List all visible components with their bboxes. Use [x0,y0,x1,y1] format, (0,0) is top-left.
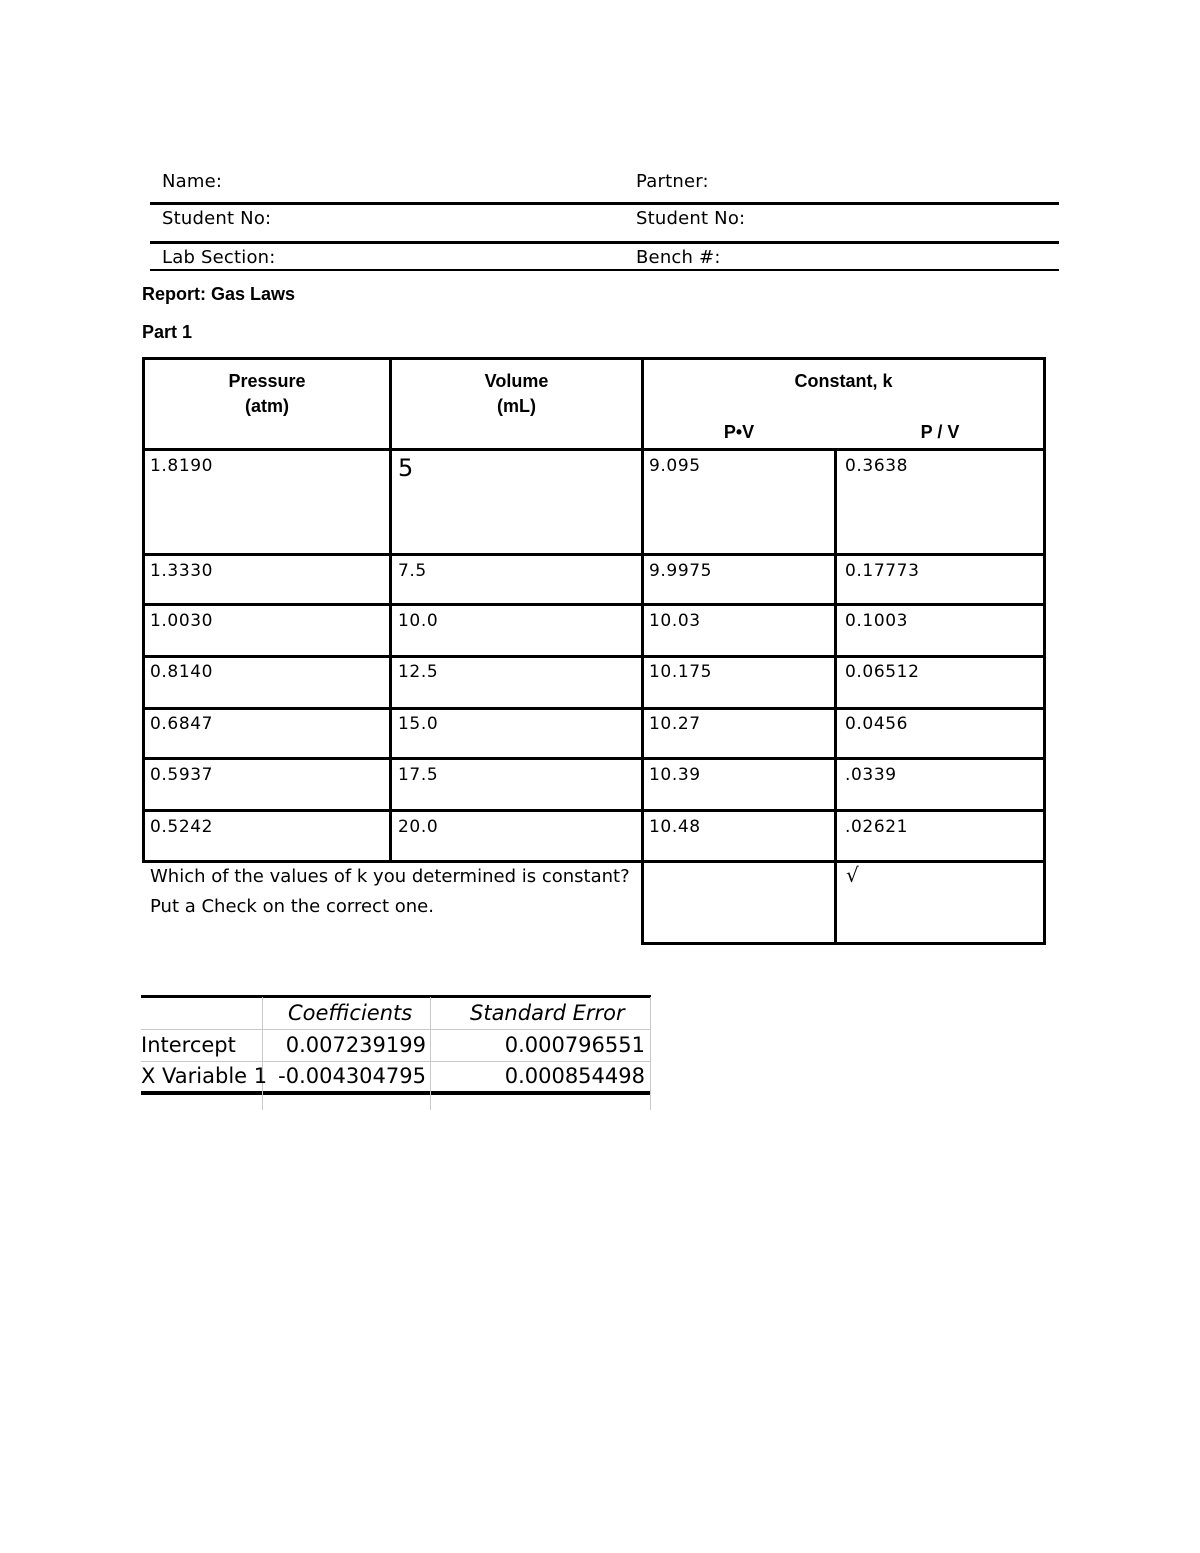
p-over-v-cell: 0.0456 [845,714,909,734]
table-border [389,357,392,863]
table-border [142,448,1046,451]
pressure-header [145,369,389,419]
constant-header: Constant, k [794,371,893,391]
volume-unit: (mL) [497,396,536,416]
p-over-v-cell: .02621 [845,817,909,837]
volume-header-label: Volume [484,371,549,391]
table-border [141,1091,651,1095]
name-label: Name: [162,171,223,192]
standard-error-cell: 0.000796551 [504,1033,645,1057]
bench-label: Bench #: [636,247,721,268]
pv-cell: 10.39 [649,765,701,785]
pressure-cell: 1.0030 [150,611,214,631]
table-border [142,357,1046,360]
volume-cell: 10.0 [398,611,439,631]
pressure-cell: 0.8140 [150,662,214,682]
table-border [142,707,1046,710]
table-border [142,757,1046,760]
table-border [834,448,837,945]
table-border [142,553,1046,556]
pressure-header-label: Pressure [228,371,306,391]
pressure-cell: 0.6847 [150,714,214,734]
coefficient-cell: -0.004304795 [278,1064,426,1088]
p-over-v-cell: 0.3638 [845,456,909,476]
report-title: Report: Gas Laws [142,284,296,304]
pv-cell: 9.095 [649,456,701,476]
p-over-v-cell: 0.17773 [845,561,920,581]
student-no-label: Student No: [162,208,272,229]
pv-cell: 10.27 [649,714,701,734]
standard-error-cell: 0.000854498 [504,1064,645,1088]
partner-student-no-label: Student No: [636,208,746,229]
volume-cell: 17.5 [398,765,439,785]
pressure-cell: 0.5242 [150,817,214,837]
table-border [142,603,1046,606]
p-over-v-check-mark: √ [846,863,860,887]
grid-line [650,997,651,1110]
divider-line [150,202,1059,205]
row-label: Intercept [141,1033,236,1057]
table-border [142,357,145,863]
table-border [1043,357,1046,945]
grid-line [141,1029,651,1030]
partner-label: Partner: [636,171,709,192]
divider-line [150,241,1059,244]
lab-section-label: Lab Section: [162,247,276,268]
p-over-v-cell: 0.06512 [845,662,920,682]
pv-cell: 9.9975 [649,561,713,581]
table-border [641,357,644,945]
coefficient-cell: 0.007239199 [285,1033,426,1057]
p-over-v-cell: 0.1003 [845,611,909,631]
row-label: X Variable 1 [141,1064,268,1088]
volume-cell: 15.0 [398,714,439,734]
pv-cell: 10.03 [649,611,701,631]
pv-cell: 10.175 [649,662,713,682]
table-border [142,655,1046,658]
volume-header [392,369,641,419]
question-line: Which of the values of k you determined is constant? [150,866,630,887]
pressure-unit: (atm) [245,396,289,416]
pressure-cell: 0.5937 [150,765,214,785]
coefficients-header: Coefficients [288,1001,413,1025]
standard-error-header: Standard Error [470,1001,625,1025]
volume-cell: 5 [398,454,414,482]
p-over-v-cell: .0339 [845,765,897,785]
table-border [142,809,1046,812]
part-title: Part 1 [142,322,193,342]
pv-cell: 10.48 [649,817,701,837]
volume-cell: 7.5 [398,561,427,581]
p-over-v-header: P / V [920,422,960,442]
table-border [141,995,651,998]
question-line: Put a Check on the correct one. [150,896,434,917]
pressure-cell: 1.3330 [150,561,214,581]
pressure-cell: 1.8190 [150,456,214,476]
pv-header: P•V [723,422,755,442]
divider-line [150,269,1059,271]
volume-cell: 20.0 [398,817,439,837]
table-border [641,942,1046,945]
volume-cell: 12.5 [398,662,439,682]
constant-question [150,862,630,922]
grid-line [141,1061,651,1062]
